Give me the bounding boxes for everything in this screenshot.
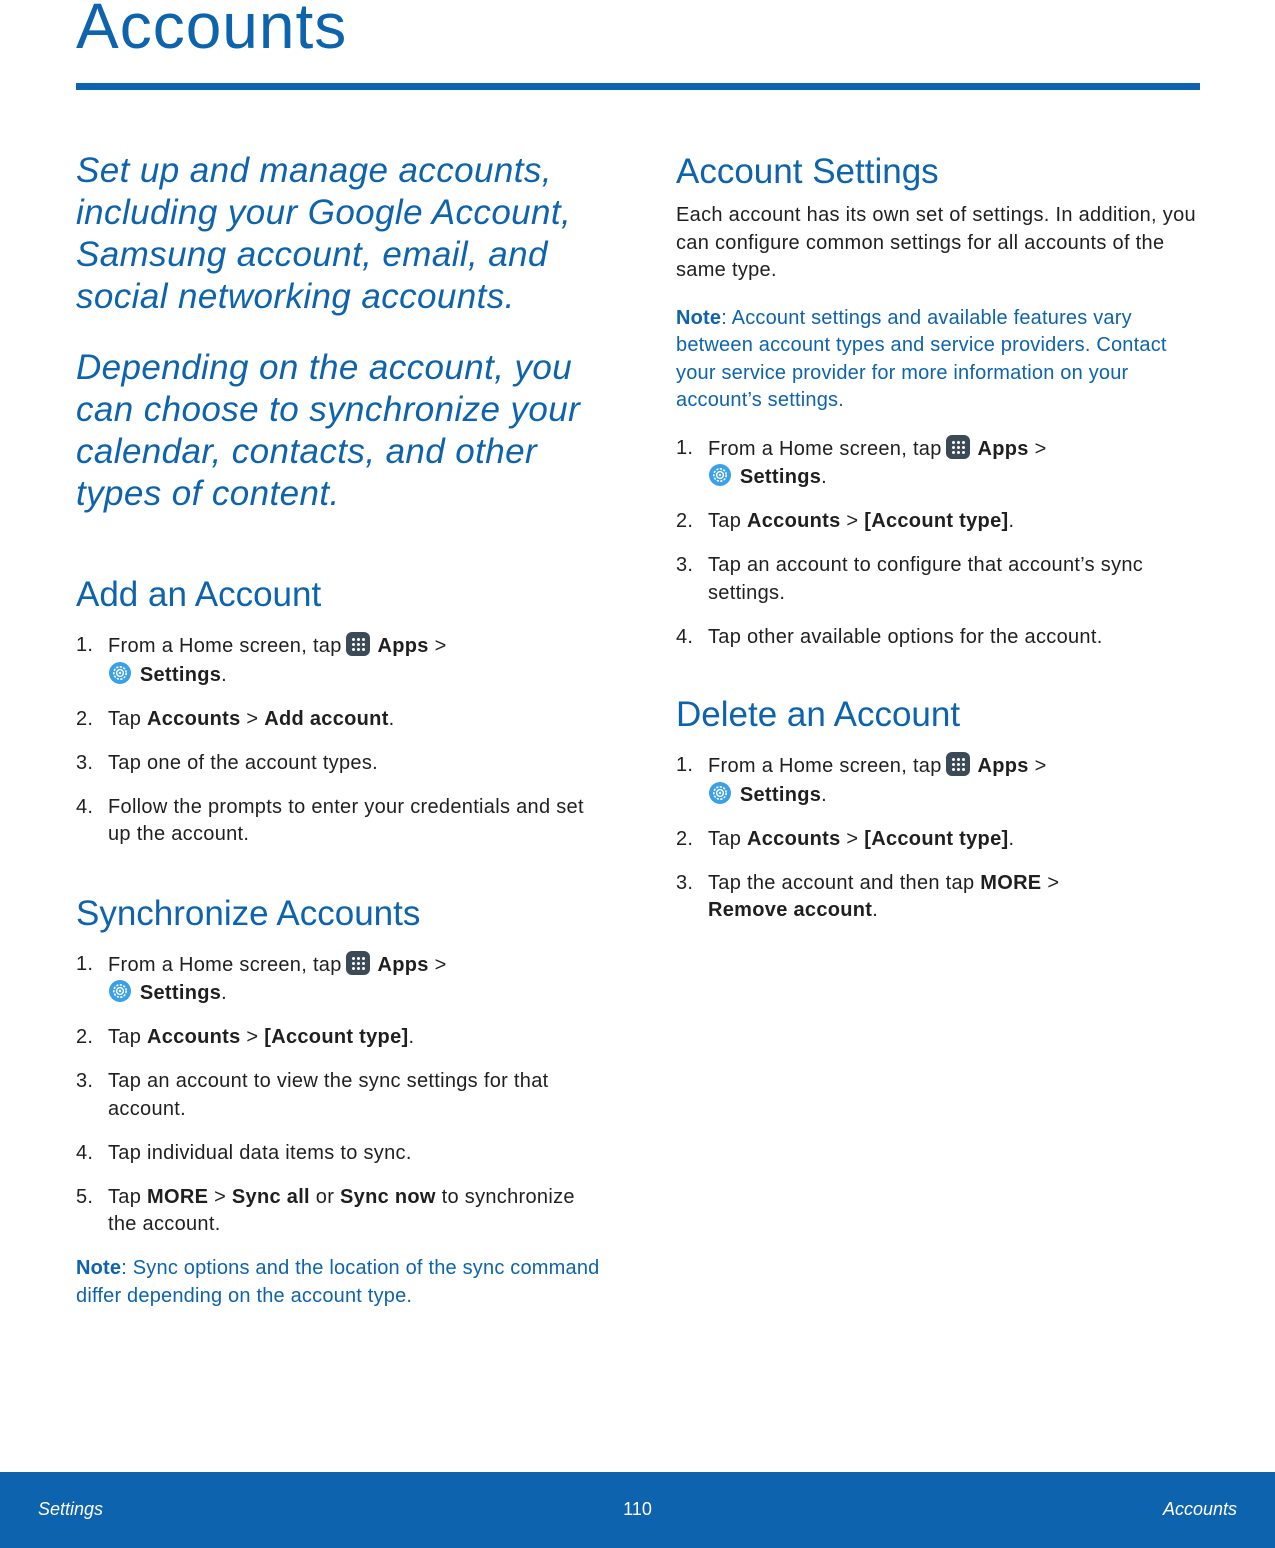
apps-grid-dot: [357, 962, 360, 965]
list-item: 3. Tap an account to configure that account’s sync settings.: [676, 554, 1144, 604]
apps-grid-dot: [957, 758, 960, 761]
apps-grid-dot: [357, 643, 360, 646]
apps-grid-icon: [346, 951, 370, 975]
apps-grid-icon: [946, 435, 970, 459]
synchronize-accounts-heading: Synchronize Accounts: [76, 893, 421, 933]
apps-grid-dot: [362, 962, 365, 965]
title-rule: [76, 83, 1200, 90]
list-item: 2. Tap Accounts > Add account.: [76, 707, 395, 730]
list-item: 3. Tap one of the account types.: [76, 751, 378, 774]
apps-grid-dot: [357, 648, 360, 651]
apps-grid-dot: [957, 763, 960, 766]
apps-grid-dot: [957, 768, 960, 771]
footer-section-label: Settings: [38, 1499, 104, 1519]
apps-grid-dot: [357, 957, 360, 960]
account-settings-note: Note: Account settings and available features vary between account types and service providers. Contact your service provider for more information on your account’s settings.: [676, 306, 1167, 411]
list-item: 1. From a Home screen, tap Apps > Settings.: [76, 634, 447, 686]
list-item: 4. Tap individual data items to sync.: [76, 1141, 412, 1164]
apps-grid-dot: [352, 648, 355, 651]
intro-paragraph-2: Depending on the account, you can choose to synchronize your calendar, contacts, and other types of content.: [76, 348, 581, 513]
delete-account-heading: Delete an Account: [676, 695, 961, 734]
apps-grid-dot: [952, 768, 955, 771]
list-item: 5. Tap MORE > Sync all or Sync now to synchronize the account.: [76, 1185, 575, 1235]
apps-grid-dot: [362, 967, 365, 970]
apps-grid-dot: [952, 451, 955, 454]
apps-grid-dot: [957, 446, 960, 449]
apps-grid-dot: [952, 441, 955, 444]
left-column: [76, 150, 606, 1310]
account-settings-heading: Account Settings: [676, 152, 939, 191]
settings-gear-icon: [108, 979, 132, 1003]
apps-grid-dot: [362, 643, 365, 646]
settings-gear-icon: [708, 781, 732, 805]
add-account-steps: [76, 632, 606, 849]
apps-grid-dot: [962, 758, 965, 761]
footer-chapter-label: Accounts: [1162, 1499, 1237, 1519]
list-item: 4. Tap other available options for the account.: [676, 625, 1103, 648]
apps-grid-dot: [357, 967, 360, 970]
apps-grid-icon: [346, 632, 370, 656]
apps-grid-dot: [952, 446, 955, 449]
apps-grid-dot: [957, 451, 960, 454]
apps-grid-dot: [962, 441, 965, 444]
settings-gear-icon: [708, 463, 732, 487]
list-item: 2. Tap Accounts > [Account type].: [676, 510, 1015, 532]
apps-grid-dot: [352, 957, 355, 960]
page-title: Accounts: [76, 0, 348, 62]
apps-grid-dot: [352, 638, 355, 641]
list-item: 1. From a Home screen, tap Apps > Settings.: [676, 436, 1047, 488]
list-item: 4. Follow the prompts to enter your credentials and set up the account.: [76, 795, 584, 845]
apps-grid-dot: [962, 451, 965, 454]
apps-grid-dot: [957, 441, 960, 444]
list-item: 1. From a Home screen, tap Apps > Settings.: [676, 754, 1047, 806]
list-item: 3. Tap the account and then tap MORE > Remove account.: [676, 871, 1060, 921]
page-number: 110: [623, 1499, 652, 1519]
intro-paragraph-1: Set up and manage accounts, including your Google Account, Samsung account, email, and social networking accounts.: [76, 151, 572, 316]
account-settings-steps: [676, 435, 1204, 652]
settings-gear-icon: [108, 661, 132, 685]
right-column: [676, 150, 1204, 941]
delete-account-steps: [676, 752, 1204, 925]
list-item: 1. From a Home screen, tap Apps > Settings.: [76, 952, 447, 1004]
apps-grid-dot: [962, 763, 965, 766]
add-account-heading: Add an Account: [76, 575, 322, 614]
apps-grid-dot: [952, 763, 955, 766]
apps-grid-dot: [962, 446, 965, 449]
apps-grid-dot: [962, 768, 965, 771]
sync-note: Note: Sync options and the location of the sync command differ depending on the account type.: [76, 1257, 600, 1307]
page-footer: [0, 1472, 1275, 1548]
apps-grid-dot: [352, 962, 355, 965]
apps-grid-icon: [946, 752, 970, 776]
synchronize-steps: [76, 951, 606, 1239]
account-settings-body: Each account has its own set of settings. In addition, you can configure common settings for all accounts of the same type.: [676, 204, 1196, 281]
list-item: 2. Tap Accounts > [Account type].: [76, 1026, 415, 1048]
list-item: 3. Tap an account to view the sync settings for that account.: [76, 1070, 549, 1120]
apps-grid-dot: [362, 957, 365, 960]
apps-grid-dot: [352, 967, 355, 970]
apps-grid-dot: [362, 638, 365, 641]
apps-grid-dot: [362, 648, 365, 651]
apps-grid-dot: [357, 638, 360, 641]
apps-grid-dot: [352, 643, 355, 646]
list-item: 2. Tap Accounts > [Account type].: [676, 827, 1015, 850]
apps-grid-dot: [952, 758, 955, 761]
